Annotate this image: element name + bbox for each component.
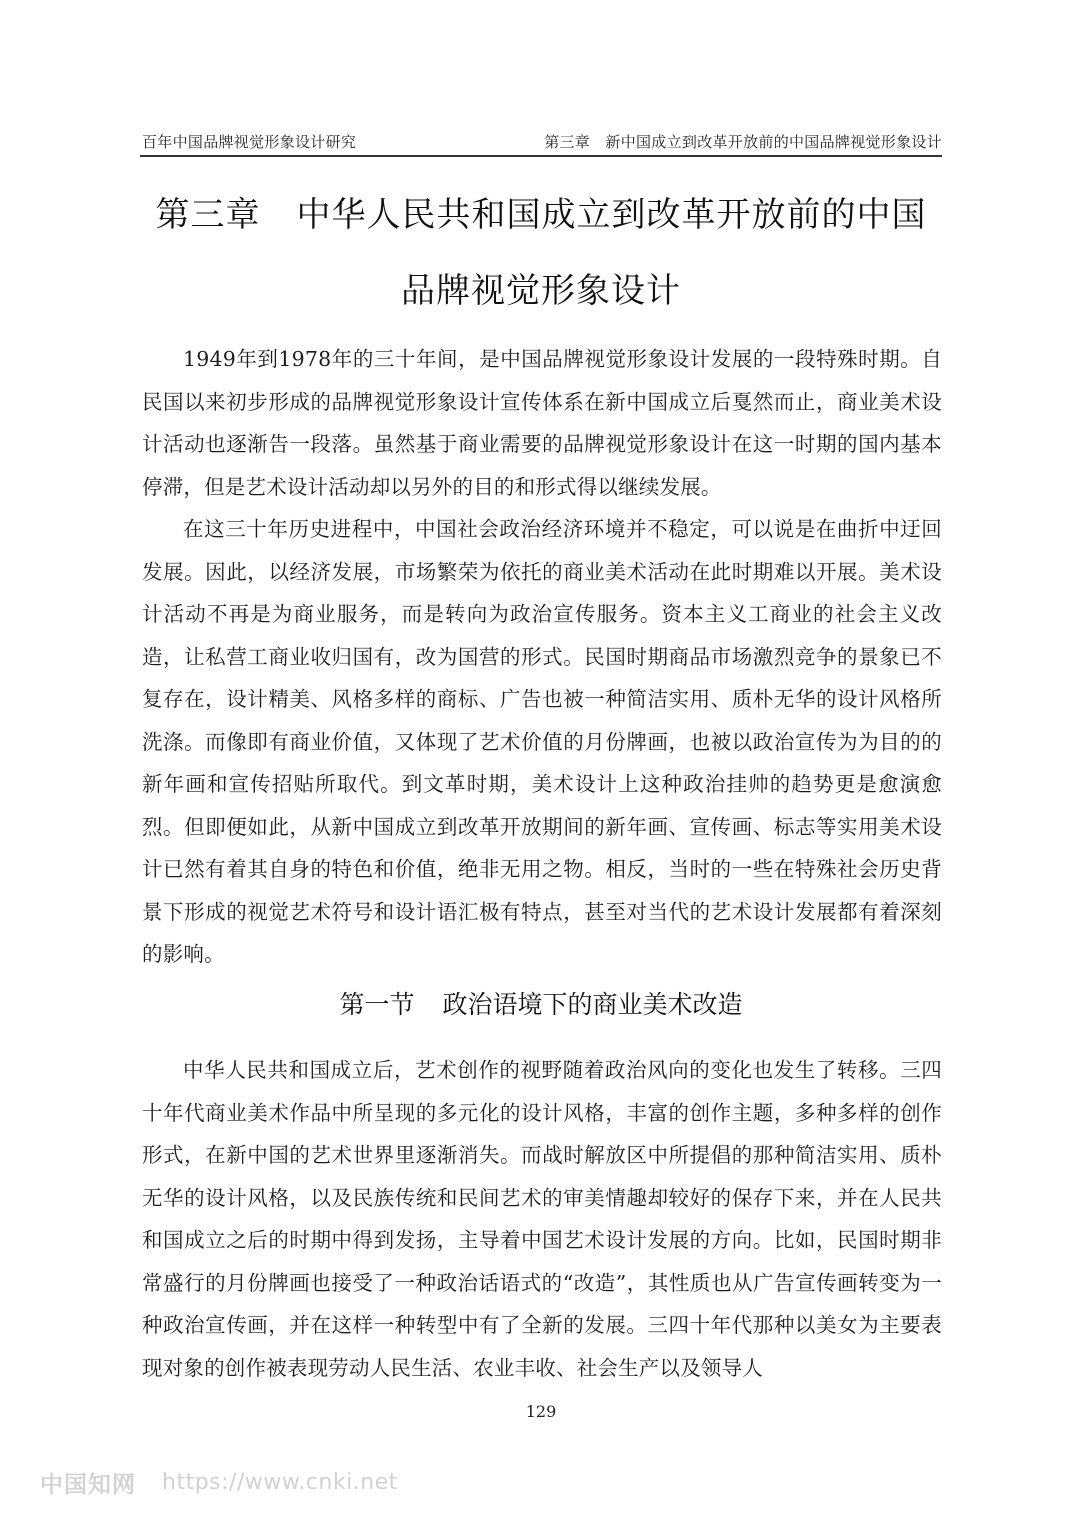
chapter-title-line-1 bbox=[140, 185, 942, 261]
cnki-logo: 中国知网 bbox=[40, 1472, 136, 1498]
cnki-watermark bbox=[40, 1466, 398, 1499]
intro-text bbox=[142, 338, 942, 976]
header-rule bbox=[140, 155, 942, 157]
chapter-number: 第三章 bbox=[155, 195, 261, 235]
page-number: 129 bbox=[525, 1402, 557, 1421]
chapter-title-text-1: 中华人民共和国成立到改革开放前的中国 bbox=[296, 195, 927, 235]
section-title-text: 政治语境下的商业美术改造 bbox=[442, 990, 743, 1019]
cnki-url: https://www.cnki.net bbox=[162, 1470, 398, 1495]
section-number: 第一节 bbox=[339, 990, 415, 1019]
section-text bbox=[142, 1049, 942, 1389]
body-paragraph: 在这三十年历史进程中，中国社会政治经济环境并不稳定，可以说是在曲折中迂回发展。因此，以经济发展，市场繁荣为依托的商业美术活动在此时期难以开展。美术设计活动不再是为商业服务，而是转向为政治宣传服务。资本主义工商业的社会主义改造，让私营工商业收归国有，改为国营的形式。民国时期商品市场激烈竞争的景象已不复存在，设计精美、风格多样的商标、广告也被一种简洁实用、质朴无华的设计风格所洗涤。而像即有商业价值，又体现了艺术价值的月份牌画，也被以政治宣传为为目的的新年画和宣传招贴所取代。到文革时期，美术设计上这种政治挂帅的趋势更是愈演愈烈。但即便如此，从新中国成立到改革开放期间的新年画、宣传画、标志等实用美术设计已然有着其自身的特色和价值，绝非无用之物。相反，当时的一些在特殊社会历史背景下形成的视觉艺术符号和设计语汇极有特点，甚至对当代的艺术设计发展都有着深刻的影响。 bbox=[142, 517, 942, 966]
section-title bbox=[140, 980, 942, 1030]
body-paragraph: 中华人民共和国成立后，艺术创作的视野随着政治风向的变化也发生了转移。三四十年代商业美术作品中所呈现的多元化的设计风格，丰富的创作主题，多种多样的创作形式，在新中国的艺术世界里逐渐消失。而战时解放区中所提倡的那种简洁实用、质朴无华的设计风格，以及民族传统和民间艺术的审美情趣却较好的保存下来，并在人民共和国成立之后的时期中得到发扬，主导着中国艺术设计发展的方向。比如，民国时期非常盛行的月份牌画也接受了一种政治话语式的“改造”，其性质也从广告宣传画转变为一种政治宣传画，并在这样一种转型中有了全新的发展。三四十年代那种以美女为主要表现对象的创作被表现劳动人民生活、农业丰收、社会生产以及领导人 bbox=[142, 1058, 942, 1380]
chapter-title-line-2: 品牌视觉形象设计 bbox=[401, 271, 681, 311]
running-header-chapter-title: 第三章 新中国成立到改革开放前的中国品牌视觉形象设计 bbox=[544, 133, 942, 151]
running-header bbox=[142, 129, 942, 155]
chapter-title bbox=[140, 185, 942, 337]
running-header-book-title: 百年中国品牌视觉形象设计研究 bbox=[142, 133, 357, 151]
body-paragraph: 1949年到1978年的三十年间，是中国品牌视觉形象设计发展的一段特殊时期。自民国以来初步形成的品牌视觉形象设计宣传体系在新中国成立后戛然而止，商业美术设计活动也逐渐告一段落。虽然基于商业需要的品牌视觉形象设计在这一时期的国内基本停滞，但是艺术设计活动却以另外的目的和形式得以继续发展。 bbox=[142, 347, 942, 499]
